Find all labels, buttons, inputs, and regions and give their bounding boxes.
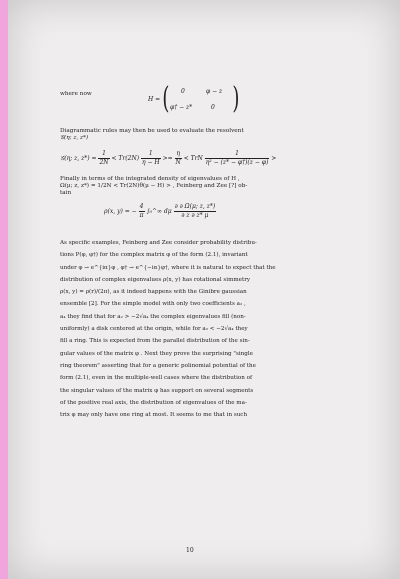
matrix-definition [148, 81, 298, 120]
eq1-frac2: $\frac{1}{\eta - H}$ [141, 150, 160, 166]
eq2-frac1: $\frac{4}{\pi}$ [139, 203, 144, 219]
para1-line2: 𝒢(η; z, z*) [60, 135, 89, 141]
body-line: fill a ring. This is expected from the parallel distribution of the sin- [60, 338, 250, 345]
page-number: 10 [186, 547, 194, 554]
eq1-tail: > [271, 155, 277, 162]
matrix-a11: 0 [181, 88, 185, 95]
body-line: ρ(x, y) = ρ(r)/(2π), as it indeed happens with the Ginibre gaussian [60, 289, 247, 296]
body-line: a₄ they find that for a₂ > −2√a₄ the complex eigenvalues fill (non- [60, 313, 246, 320]
body-line: ring theorem" asserting that for a generic polinomial potential of the [60, 362, 256, 369]
right-paren: ) [232, 81, 240, 116]
left-paren: ( [162, 81, 170, 116]
body-line: As specific examples, Feinberg and Zee consider probability distribu- [60, 240, 257, 246]
eq2-frac2: $\frac{\partial \partial \Omega(\mu; z, z*)}{\partial z \partial z* \mu}$ [174, 203, 216, 219]
para2-line2: Ω(μ; z, z*) = 1/2N < Tr(2N)θ(μ − H) > , Feinberg and Zee [?] ob- [60, 183, 248, 189]
body-paragraph [60, 237, 358, 421]
eq2-lhs: ρ(x, y) = − [104, 208, 137, 215]
eq1-mid2: >= [162, 155, 173, 162]
body-line: of the positive real axis, the distribution of eigenvalues of the ma- [60, 399, 247, 406]
eq1-frac3: $\frac{\eta}{N}$ [175, 150, 181, 166]
document-page [8, 0, 400, 579]
body-line: trix φ may only have one ring at most. It seems to me that in such [60, 412, 248, 419]
density-equation [104, 203, 216, 220]
eq1-frac4: $\frac{1}{\text{η² − (z* − φ†)(z − φ)}}$ [205, 150, 269, 166]
body-line: distribution of complex eigenvalues ρ(x, y) has rotational simmetry [60, 276, 251, 283]
matrix-a12: φ − z [206, 88, 223, 95]
body-line: form (2.1), even in the multiple-well cases where the distribution of [60, 375, 253, 382]
body-line: gular values of the matrix φ . Next they prove the surprising "single [60, 350, 253, 357]
body-line: the singular values of the matrix φ has support on several segments [60, 387, 254, 394]
para2-line1: Finally in terms of the integrated density of eigenvalues of H , [60, 176, 240, 182]
body-line: ensemble [2]. For the simple model with only two coefficients a₂ , [60, 301, 246, 308]
eq1-frac1: $\frac{1}{2N}$ [99, 150, 109, 166]
para2-line3: tain [60, 190, 72, 196]
matrix-lhs: H = [148, 96, 161, 103]
eq1-mid3: < TrN [183, 155, 203, 162]
body-line: under φ → e^{iα}φ , φ† → e^{−iα}φ†, where it is natural to expect that the [60, 264, 276, 271]
intro-text: where now [60, 91, 92, 97]
body-line: tions P(φ, φ†) for the complex matrix φ of the form (2.1), invariant [60, 252, 248, 259]
para1-line1: Diagrammatic rules may then be used to evaluate the resolvent [60, 128, 244, 134]
eq1-lhs: 𝒢(η; z, z*) = [60, 155, 97, 162]
body-line: uniformly) a disk centered at the origin, while for a₂ < −2√a₄ they [60, 326, 248, 333]
pink-edge-strip [0, 0, 8, 579]
matrix-a22: 0 [211, 104, 215, 111]
eq2-integral: ∫₀^∞ dμ [146, 208, 172, 215]
matrix-a21: φ† − z* [170, 104, 193, 111]
resolvent-equation [60, 150, 276, 167]
eq1-mid1: < Tr(2N) [111, 155, 140, 162]
